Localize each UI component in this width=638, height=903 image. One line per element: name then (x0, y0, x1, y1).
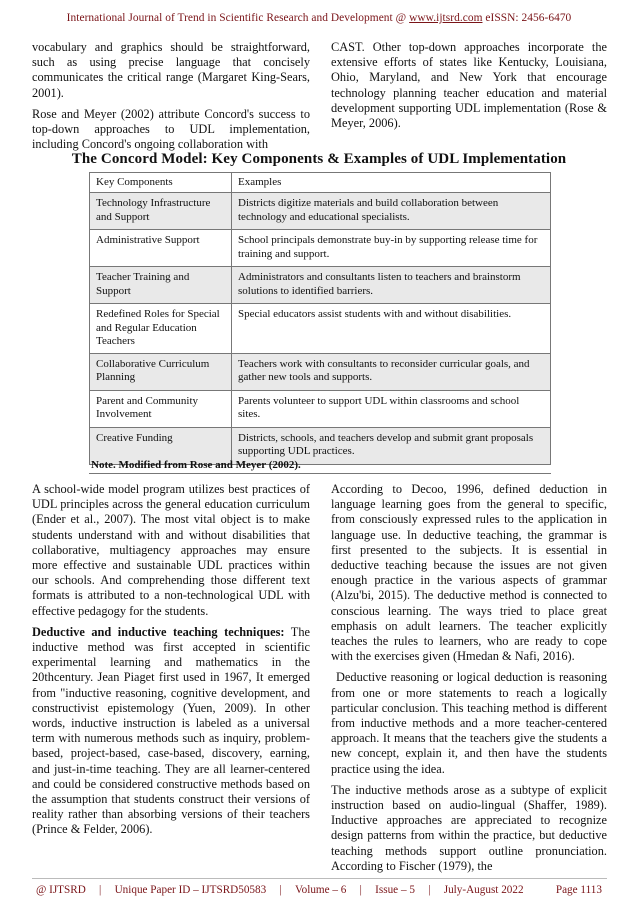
figure-divider (89, 473, 551, 474)
paragraph: vocabulary and graphics should be straightforward, such as using precise language that concisely communicates the critical range (Margaret King-Sears, 2001). (32, 40, 310, 100)
paragraph: A school-wide model program utilizes best practices of UDL principles across the general education curriculum (Ender et al., 2007). The most vital object is to make students understand with and without disabilities that collaborative, multiagency approaches may ensure more effective and sustainable UDL practices within our schools. And comprehending those different text formats is attributed to a non-technological UDL with effective pedagogy for the students. (32, 482, 310, 618)
table-row (90, 390, 551, 427)
paragraph-text: The inductive method was first accepted in scientific experimental learning and mathematics in the 20thcentury. Jean Piaget first used in 1967, It emerged from "inductive reasoning, cognitive development, and constructivist epistemology (Yuen, 2009). In other words, inductive instruction is labeled as a universal term with numerous methods such as inquiry, problem-based, project-based, case-based, discovery, earning, and just-in-time teaching. They are all learner-centered and could be considered constructive methods based on the assumption that students construct their versions of reality rather than absorbing versions of their teachers (Prince & Felder, 2006). (32, 624, 310, 837)
table-row (90, 304, 551, 353)
footer-volume: Volume – 6 (294, 884, 347, 896)
column-header-examples: Examples (232, 173, 551, 193)
table-row (90, 267, 551, 304)
component-cell: Technology Infrastructure and Support (90, 193, 232, 230)
footer-paper-id: Unique Paper ID – IJTSRD50583 (114, 884, 267, 896)
right-column-bottom (331, 482, 607, 880)
footer-journal: @ IJTSRD (36, 884, 86, 896)
component-cell: Administrative Support (90, 230, 232, 267)
table-row (90, 353, 551, 390)
footer-separator: | (359, 884, 362, 896)
section-heading: Deductive and inductive teaching techniques: (32, 624, 285, 639)
footer-issue: Issue – 5 (375, 884, 415, 896)
table-header-row (90, 173, 551, 193)
table-row (90, 193, 551, 230)
paragraph: Deductive reasoning or logical deduction is reasoning from one or more statements to reach a logically particular conclusion. This teaching method is different from inductive methods and a more teacher-centered approach. It means that the teachers give the students a new concept, explain it, and then have the students practice using the idea. (331, 670, 607, 776)
paragraph: CAST. Other top-down approaches incorporate the extensive efforts of states like Kentucky, Louisiana, Ohio, Maryland, and New York that encourage technology planning teacher education and material development supporting UDL implementation (Rose & Meyer, 2006). (331, 40, 607, 131)
footer-date: July-August 2022 (443, 884, 524, 896)
paragraph: According to Decoo, 1996, defined deduction in language learning goes from the general to specific, from consciously expressed rules to the application in language use. In deductive teaching, the grammar is first presented to the subjects. It is essential in deductive teaching because the issues are not given enough practice in the various aspects of grammar (Alzu'bi, 2015). The deductive method is connected to conscious learning. The ways tried to place great emphasis on adult learners. The teacher explicitly teaches the rules to learners, who are ready to cope with the exercises given (Hmedan & Nafi, 2016). (331, 482, 607, 664)
footer-separator: | (279, 884, 282, 896)
journal-website-link[interactable]: www.ijtsrd.com (409, 12, 483, 24)
example-cell: Districts digitize materials and build collaboration between technology and educational specialists. (232, 193, 551, 230)
running-header (0, 12, 638, 24)
footer-page-number: Page 1113 (555, 884, 602, 896)
example-cell: Special educators assist students with and without disabilities. (232, 304, 551, 353)
example-cell: Districts, schools, and teachers develop and submit grant proposals supporting UDL practices. (232, 427, 551, 464)
table-row (90, 230, 551, 267)
component-cell: Redefined Roles for Special and Regular Education Teachers (90, 304, 232, 353)
footer-divider (32, 878, 607, 879)
component-cell: Teacher Training and Support (90, 267, 232, 304)
figure-title: The Concord Model: Key Components & Examples of UDL Implementation (71, 151, 567, 167)
example-cell: School principals demonstrate buy-in by supporting release time for training and support. (232, 230, 551, 267)
component-cell: Collaborative Curriculum Planning (90, 353, 232, 390)
component-cell: Parent and Community Involvement (90, 390, 232, 427)
paragraph-with-heading (32, 625, 310, 838)
example-cell: Teachers work with consultants to reconsider curricular goals, and gather new tools and supports. (232, 353, 551, 390)
footer-separator: | (99, 884, 102, 896)
column-header-key-components: Key Components (90, 173, 232, 193)
example-cell: Administrators and consultants listen to teachers and brainstorm solutions to identified barriers. (232, 267, 551, 304)
concord-model-table (89, 172, 551, 465)
left-column-bottom (32, 482, 310, 844)
component-cell: Creative Funding (90, 427, 232, 464)
issn: eISSN: 2456-6470 (485, 12, 572, 24)
left-column-top (32, 40, 310, 158)
example-cell: Parents volunteer to support UDL within classrooms and school sites. (232, 390, 551, 427)
running-footer (36, 884, 602, 896)
paragraph: Rose and Meyer (2002) attribute Concord's success to top-down approaches to UDL implementation, including Concord's ongoing collaboration with (32, 106, 310, 152)
journal-name: International Journal of Trend in Scientific Research and Development @ (66, 12, 407, 24)
paragraph: The inductive methods arose as a subtype of explicit instruction based on audio-lingual (Shaffer, 1989). Inductive approaches are appreciated to recognize design patterns from within the practice, but deductive teaching methods support outline pronunciation. According to Fischer (1979), the (331, 782, 607, 873)
footer-separator: | (428, 884, 431, 896)
right-column-top (331, 40, 607, 137)
figure-note: Note. Modified from Rose and Meyer (2002). (91, 459, 301, 471)
